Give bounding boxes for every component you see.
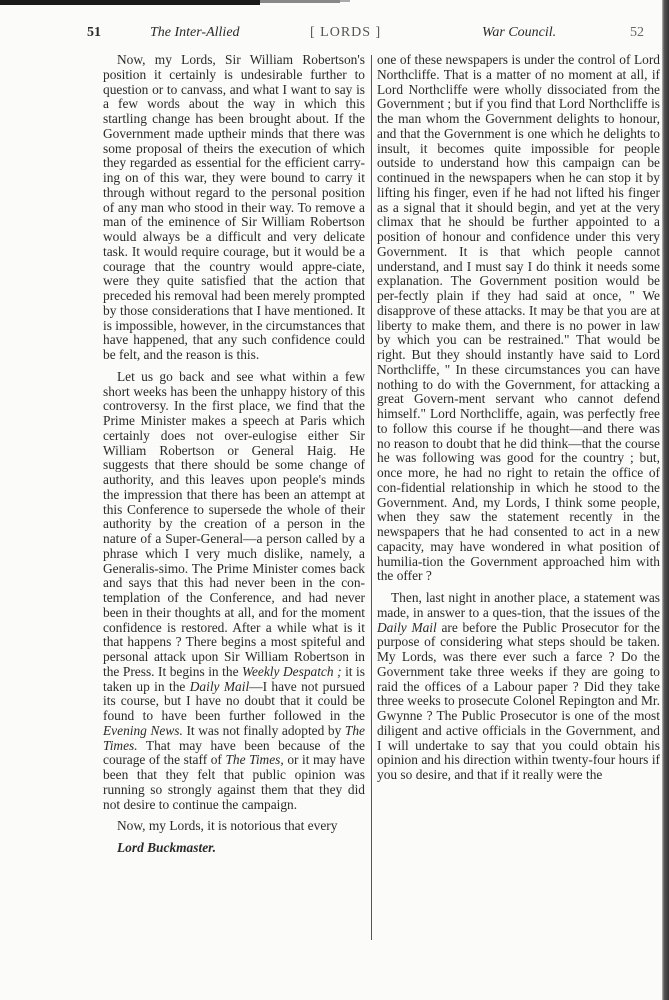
paragraph: one of these newspapers is under the control of Lord Northcliffe. That is a matter of no moment at all, if Lord Northcliffe were wholly dissociated from the Government ; but if you find that Lord Northcliffe is the man whom the Government delights to honour, and that the Government is one which he delights to insult, it becomes quite impossible for people outside to understand how this campaign can be continued in the newspapers when he can stop it by lifting his finger, even if he had not lifted his finger as a signal that it should begin, and yet at the very climax that he should be further appointed to a position of honour and confidence under this very Government. It is that which people cannot understand, and I must say I do think it needs some explanation. The Government position would be per-fectly plain if they had said at once, " We disapprove of these attacks. It may be that you are at liberty to make them, and there is no power in law by which you can be restrained." That would be right. But they should instantly have said to Lord Northcliffe, " In these circumstances you can have nothing to do with the Government, for attacking a great Govern-ment servant who cannot defend himself." Lord Northcliffe, again, was perfectly free to follow this course if he thought—and there was no reason to doubt that he did think—that the course he was following was good for the country ; but, once more, he had no right to retain the office of con-fidential relationship in which he stood to the Government. And, my Lords, I think some people, when they saw the statement recently in the newspapers that he had consented to act in a new capacity, may have wondered in what position of humilia-tion the Government approached him with the offer ? xyxy=(377,52,660,584)
text-run: or it may have been that they felt that public opinion was running so strongly against them that they did not desire to continue the campaign. xyxy=(103,752,365,812)
paragraph: Now, my Lords, Sir William Robertson's position it certainly is undesirable further to question or to canvass, and what I want to say is a few words about the way in which this startling change has been brought about. If the Government made uptheir minds that there was some proposal of theirs the execution of which they regarded as essential for the efficient carry-ing on of this war, they were bound to carry it through without regard to the personal position of any man who stood in their way. To remove a man of the eminence of Sir William Robertson would always be a difficult and very delicate task. It would require courage, but it would be a courage that the country would appre-ciate, were they quite satisfied that the action that preceded his removal had been merely prompted by those considerations that I have mentioned. It is impossible, however, in the circumstances that have happened, that any such confidence could be felt, and the reason is this. xyxy=(103,52,366,362)
column-divider xyxy=(371,55,372,940)
scan-edge-shadow xyxy=(340,0,350,2)
page-number-right: 52 xyxy=(630,25,644,40)
text-run: Then, last night in another place, a statement was made, in answer to a ques-tion, that the issues of the xyxy=(377,590,660,620)
running-header xyxy=(0,25,669,45)
speaker-name: Lord Buckmaster. xyxy=(117,840,216,855)
scan-edge-shadow xyxy=(260,0,340,3)
newspaper-title: The Times, xyxy=(225,752,284,768)
paragraph: Now, my Lords, it is notorious that every xyxy=(117,818,338,834)
newspaper-title: Daily Mail xyxy=(377,619,437,635)
text-run: it is taken up in the xyxy=(103,663,365,694)
page-number-left: 51 xyxy=(87,25,101,40)
newspaper-title: Evening News. xyxy=(103,722,183,738)
text-run: are before the Public Prosecutor for the purpose of considering what steps should be taken. My Lords, was there ever such a farce ? Do the Government take three weeks if they are going to raid the offices of a Labour paper ? Did they take three weeks to prosecute Colonel Repington and Mr. Gwynne ? The Public Prosecutor is one of the most diligent and active officials in the Government, and I will undertake to say that you could obtain his opinion and his direction within twenty-four hours if you so desire, and that if it really were the xyxy=(377,619,661,782)
paragraph xyxy=(377,591,660,783)
page-binding-edge xyxy=(662,0,669,1000)
newspaper-title: Weekly Despatch ; xyxy=(242,663,342,679)
right-column xyxy=(377,53,660,790)
paragraph xyxy=(103,370,365,813)
running-title-right: War Council. xyxy=(482,25,557,40)
text-run: It was not finally adopted by xyxy=(186,722,342,738)
running-title-center: [ LORDS ] xyxy=(310,25,382,40)
text-run: Let us go back and see what within a few short weeks has been the unhappy history of this controversy. In the first place, we find that the Prime Minister makes a speech at Paris which certainly does not over-eulogise either Sir William Robertson or General Haig. He suggests that there should be some change of authority, and this leaves upon people's minds the impression that there has been an attempt at this Conference to supersede the whole of their authority by the creation of a person in the nature of a Super-General—a person called by a phrase which I very much dislike, namely, a Generalis-simo. The Prime Minister comes back and says that this had never been in the con-templation of the Conference, and had never been in their thoughts at all, and for the moment confidence is restored. After a while what is it that happens ? There begins a most spiteful and personal attack upon Sir William Robertson in the Press. It begins in the xyxy=(103,368,365,679)
text-run: That may have been because of the courage of the staff of xyxy=(103,737,366,768)
left-column xyxy=(103,53,365,856)
newspaper-title: The Times. xyxy=(103,722,365,753)
scan-edge-shadow xyxy=(0,0,260,5)
text-run: —I have not pursued its course, but I have no doubt that it could be found to have been further followed in the xyxy=(103,678,365,723)
running-title-left: The Inter-Allied xyxy=(150,25,240,40)
newspaper-title: Daily Mail xyxy=(189,678,250,694)
